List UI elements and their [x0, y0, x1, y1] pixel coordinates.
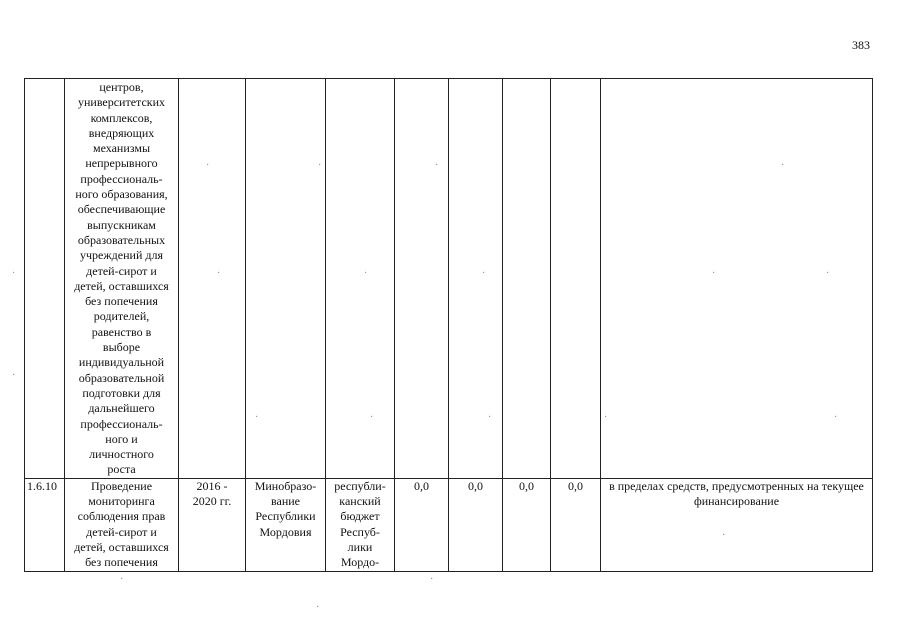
- value-cell: [503, 79, 551, 479]
- scan-speck: ·: [722, 530, 726, 541]
- cell-text-line: Проведение: [90, 478, 153, 493]
- cell-text-line: обеспечивающие: [77, 202, 166, 217]
- period-cell: [179, 79, 246, 479]
- cell-text-line: ного образования,: [75, 187, 168, 202]
- cell-text-line: равенство в: [91, 324, 152, 339]
- cell-text-line: выпускникам: [87, 217, 156, 232]
- scan-speck: ·: [834, 412, 838, 423]
- value-cell: [551, 79, 601, 479]
- activity-name-cell: [65, 478, 179, 571]
- value-cell: 0,0: [395, 478, 449, 571]
- cell-text-line: индивидуальной: [78, 355, 165, 370]
- funding-source-cell: [326, 478, 395, 571]
- cell-text-line: вание: [270, 494, 300, 509]
- scan-speck: ·: [430, 574, 434, 585]
- value-cell: 0,0: [449, 478, 503, 571]
- cell-text-line: университетских: [77, 95, 166, 110]
- cell-text-line: центров,: [99, 80, 144, 94]
- scan-speck: ·: [12, 268, 16, 279]
- cell-text-line: подготовки для: [82, 385, 161, 400]
- cell-text-line: роста: [107, 462, 136, 477]
- value-cell: 0,0: [551, 478, 601, 571]
- cell-text-line: образовательных: [77, 232, 166, 247]
- note-cell: [601, 79, 873, 479]
- scan-speck: ·: [435, 160, 439, 171]
- cell-text-line: комплексов,: [90, 110, 153, 125]
- value-cell: [449, 79, 503, 479]
- activity-name-cell: [65, 79, 179, 479]
- cell-text-line: без попечения: [85, 294, 158, 309]
- period-cell: [179, 478, 246, 571]
- cell-text-line: профессиональ-: [80, 171, 163, 186]
- funding-source-cell: [326, 79, 395, 479]
- cell-text-line: республи-: [334, 478, 386, 493]
- cell-text-line: внедряющих: [88, 125, 155, 140]
- cell-text-line: ного и: [105, 431, 138, 446]
- scan-speck: ·: [826, 268, 830, 279]
- cell-text-line: бюджет: [340, 509, 380, 524]
- cell-text-line: мониторинга: [88, 494, 155, 509]
- item-number-cell: 1.6.10: [25, 478, 65, 571]
- cell-text-line: Мордо-: [340, 555, 380, 570]
- value-cell: 0,0: [503, 478, 551, 571]
- cell-text-line: детей, оставшихся: [74, 539, 169, 554]
- item-number-cell: [25, 79, 65, 479]
- cell-text-line: детей-сирот и: [86, 263, 157, 278]
- cell-text-line: выборе: [102, 340, 141, 355]
- table-row: [25, 79, 873, 479]
- scan-speck: ·: [318, 160, 322, 171]
- executor-cell: [246, 478, 326, 571]
- cell-text-line: Республики: [255, 509, 316, 524]
- scan-speck: ·: [488, 412, 492, 423]
- value-cell: [395, 79, 449, 479]
- scan-speck: ·: [316, 602, 320, 613]
- scan-speck: ·: [364, 268, 368, 279]
- scan-speck: ·: [712, 268, 716, 279]
- cell-text-line: детей-сирот и: [86, 524, 157, 539]
- cell-text-line: механизмы: [93, 141, 150, 156]
- scan-speck: ·: [482, 268, 486, 279]
- cell-text-line: лики: [347, 539, 373, 554]
- scan-speck: ·: [781, 160, 785, 171]
- cell-text-line: учреждений для: [80, 248, 163, 263]
- cell-text-line: Респуб-: [340, 524, 380, 539]
- cell-text-line: образовательной: [78, 370, 165, 385]
- cell-text-line: Мордовия: [259, 524, 312, 539]
- cell-text-line: Минобразо-: [254, 478, 317, 493]
- cell-text-line: дальнейшего: [88, 401, 155, 416]
- scan-speck: ·: [604, 412, 608, 423]
- program-activities-table: [24, 78, 873, 572]
- cell-text-line: 2016 -: [196, 478, 228, 493]
- page-number: 383: [852, 38, 870, 52]
- cell-text-line: родителей,: [93, 309, 150, 324]
- scan-speck: ·: [255, 412, 259, 423]
- table-row: [25, 478, 873, 571]
- scan-speck: ·: [120, 574, 124, 585]
- cell-text-line: канский: [339, 494, 381, 509]
- cell-text-line: личностного: [89, 447, 154, 462]
- note-cell: в пределах средств, предусмотренных на текущее финансирование: [601, 478, 873, 571]
- cell-text-line: соблюдения прав: [77, 509, 166, 524]
- scan-speck: ·: [206, 160, 210, 171]
- scan-speck: ·: [217, 268, 221, 279]
- cell-text-line: непрерывного: [85, 156, 158, 171]
- cell-text-line: детей, оставшихся: [74, 278, 169, 293]
- cell-text-line: 2020 гг.: [192, 494, 232, 509]
- scan-speck: ·: [12, 370, 16, 381]
- cell-text-line: профессиональ-: [80, 416, 163, 431]
- scan-speck: ·: [370, 412, 374, 423]
- cell-text-line: без попечения: [85, 555, 158, 570]
